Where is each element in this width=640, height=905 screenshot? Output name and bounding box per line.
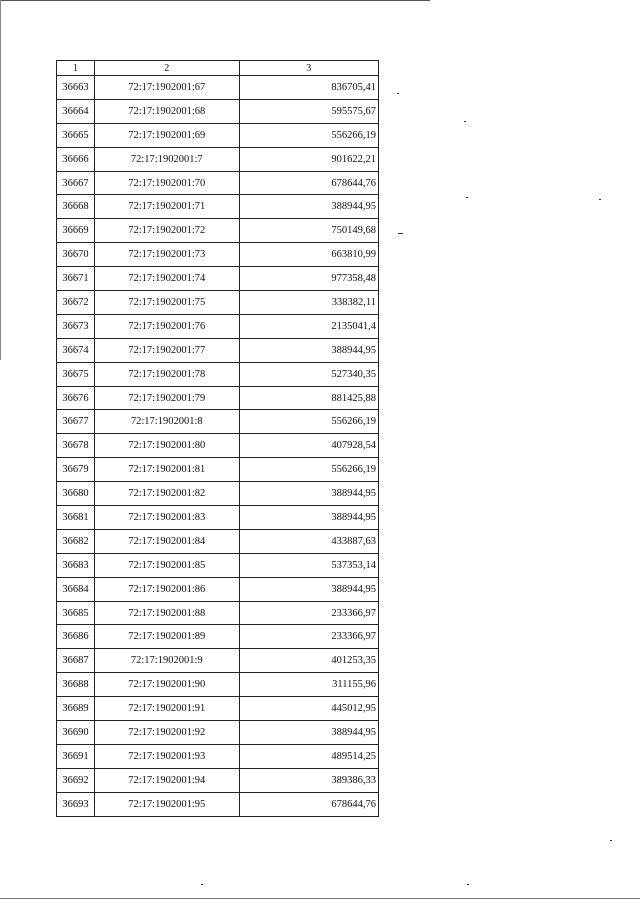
cadastral-number: 72:17:1902001:93	[94, 744, 239, 768]
table-row	[57, 76, 379, 100]
table-row	[57, 123, 379, 147]
row-value: 556266,19	[239, 458, 378, 482]
table-row	[57, 267, 379, 291]
table-row	[57, 625, 379, 649]
row-number: 36663	[57, 76, 95, 100]
scan-speck	[464, 121, 466, 122]
table-row	[57, 601, 379, 625]
row-number: 36687	[57, 649, 95, 673]
cadastral-number: 72:17:1902001:83	[94, 506, 239, 530]
cadastral-number: 72:17:1902001:84	[94, 529, 239, 553]
row-number: 36678	[57, 434, 95, 458]
cadastral-number: 72:17:1902001:8	[94, 410, 239, 434]
row-number: 36676	[57, 386, 95, 410]
row-value: 901622,21	[239, 147, 378, 171]
row-number: 36683	[57, 553, 95, 577]
table-row	[57, 649, 379, 673]
row-number: 36668	[57, 195, 95, 219]
table-row	[57, 721, 379, 745]
cadastral-number: 72:17:1902001:90	[94, 673, 239, 697]
cadastral-number: 72:17:1902001:92	[94, 721, 239, 745]
row-number: 36672	[57, 291, 95, 315]
cadastral-number: 72:17:1902001:82	[94, 482, 239, 506]
row-number: 36671	[57, 267, 95, 291]
row-number: 36692	[57, 768, 95, 792]
table-row	[57, 792, 379, 816]
row-value: 233366,97	[239, 601, 378, 625]
cadastral-number: 72:17:1902001:86	[94, 577, 239, 601]
row-value: 401253,35	[239, 649, 378, 673]
cadastral-number: 72:17:1902001:91	[94, 697, 239, 721]
table-row	[57, 291, 379, 315]
table-row	[57, 171, 379, 195]
row-number: 36674	[57, 338, 95, 362]
row-value: 388944,95	[239, 721, 378, 745]
table-row	[57, 195, 379, 219]
header-col-3: 3	[239, 61, 378, 76]
row-value: 388944,95	[239, 577, 378, 601]
row-number: 36667	[57, 171, 95, 195]
row-value: 407928,54	[239, 434, 378, 458]
cadastral-number: 72:17:1902001:85	[94, 553, 239, 577]
row-number: 36666	[57, 147, 95, 171]
table-row	[57, 553, 379, 577]
table-row	[57, 219, 379, 243]
scan-speck	[398, 233, 403, 234]
row-value: 678644,76	[239, 792, 378, 816]
header-col-2: 2	[94, 61, 239, 76]
table-row	[57, 362, 379, 386]
scan-speck	[466, 197, 468, 198]
header-row	[57, 61, 379, 76]
table-row	[57, 577, 379, 601]
cadastral-number: 72:17:1902001:76	[94, 314, 239, 338]
header-col-1: 1	[57, 61, 95, 76]
row-number: 36689	[57, 697, 95, 721]
table-row	[57, 147, 379, 171]
table-row	[57, 434, 379, 458]
row-number: 36680	[57, 482, 95, 506]
cadastral-number: 72:17:1902001:7	[94, 147, 239, 171]
table-header	[57, 61, 379, 76]
row-value: 595575,67	[239, 99, 378, 123]
scan-speck	[397, 93, 399, 94]
cadastral-table	[56, 60, 379, 817]
cadastral-number: 72:17:1902001:67	[94, 76, 239, 100]
row-value: 338382,11	[239, 291, 378, 315]
row-value: 556266,19	[239, 123, 378, 147]
table-row	[57, 243, 379, 267]
table-row	[57, 673, 379, 697]
scan-speck	[599, 199, 601, 200]
row-number: 36693	[57, 792, 95, 816]
row-number: 36665	[57, 123, 95, 147]
row-value: 388944,95	[239, 482, 378, 506]
row-value: 233366,97	[239, 625, 378, 649]
row-value: 527340,35	[239, 362, 378, 386]
cadastral-number: 72:17:1902001:70	[94, 171, 239, 195]
cadastral-number: 72:17:1902001:75	[94, 291, 239, 315]
cadastral-number: 72:17:1902001:80	[94, 434, 239, 458]
row-number: 36688	[57, 673, 95, 697]
row-value: 445012,95	[239, 697, 378, 721]
scan-edge-top	[0, 0, 430, 1]
row-value: 663810,99	[239, 243, 378, 267]
row-value: 678644,76	[239, 171, 378, 195]
row-value: 489514,25	[239, 744, 378, 768]
scan-speck	[201, 884, 203, 885]
row-number: 36681	[57, 506, 95, 530]
table-row	[57, 410, 379, 434]
scan-speck	[610, 840, 612, 841]
row-number: 36679	[57, 458, 95, 482]
row-value: 388944,95	[239, 506, 378, 530]
row-number: 36685	[57, 601, 95, 625]
cadastral-number: 72:17:1902001:94	[94, 768, 239, 792]
row-value: 836705,41	[239, 76, 378, 100]
row-value: 389386,33	[239, 768, 378, 792]
cadastral-number: 72:17:1902001:88	[94, 601, 239, 625]
scan-speck	[467, 884, 469, 885]
row-value: 977358,48	[239, 267, 378, 291]
row-number: 36675	[57, 362, 95, 386]
table-row	[57, 768, 379, 792]
table-row	[57, 458, 379, 482]
cadastral-number: 72:17:1902001:95	[94, 792, 239, 816]
row-value: 881425,88	[239, 386, 378, 410]
cadastral-number: 72:17:1902001:81	[94, 458, 239, 482]
cadastral-number: 72:17:1902001:77	[94, 338, 239, 362]
row-value: 311155,96	[239, 673, 378, 697]
table-row	[57, 314, 379, 338]
scan-edge-bottom	[0, 898, 640, 899]
cadastral-number: 72:17:1902001:72	[94, 219, 239, 243]
row-number: 36691	[57, 744, 95, 768]
cadastral-number: 72:17:1902001:89	[94, 625, 239, 649]
row-number: 36673	[57, 314, 95, 338]
row-number: 36686	[57, 625, 95, 649]
row-number: 36677	[57, 410, 95, 434]
row-value: 537353,14	[239, 553, 378, 577]
table-row	[57, 386, 379, 410]
row-number: 36670	[57, 243, 95, 267]
scan-edge-left	[0, 0, 1, 360]
cadastral-number: 72:17:1902001:9	[94, 649, 239, 673]
table-row	[57, 99, 379, 123]
row-value: 750149,68	[239, 219, 378, 243]
cadastral-number: 72:17:1902001:71	[94, 195, 239, 219]
table-row	[57, 744, 379, 768]
row-number: 36684	[57, 577, 95, 601]
row-number: 36690	[57, 721, 95, 745]
row-number: 36682	[57, 529, 95, 553]
cadastral-number: 72:17:1902001:68	[94, 99, 239, 123]
cadastral-number: 72:17:1902001:74	[94, 267, 239, 291]
cadastral-number: 72:17:1902001:69	[94, 123, 239, 147]
table-row	[57, 506, 379, 530]
table-row	[57, 697, 379, 721]
table-row	[57, 482, 379, 506]
row-value: 433887,63	[239, 529, 378, 553]
row-number: 36669	[57, 219, 95, 243]
row-value: 388944,95	[239, 338, 378, 362]
table-row	[57, 338, 379, 362]
row-value: 388944,95	[239, 195, 378, 219]
row-value: 2135041,4	[239, 314, 378, 338]
cadastral-number: 72:17:1902001:73	[94, 243, 239, 267]
cadastral-number: 72:17:1902001:78	[94, 362, 239, 386]
cadastral-number: 72:17:1902001:79	[94, 386, 239, 410]
row-number: 36664	[57, 99, 95, 123]
table-body	[57, 76, 379, 817]
row-value: 556266,19	[239, 410, 378, 434]
table-row	[57, 529, 379, 553]
